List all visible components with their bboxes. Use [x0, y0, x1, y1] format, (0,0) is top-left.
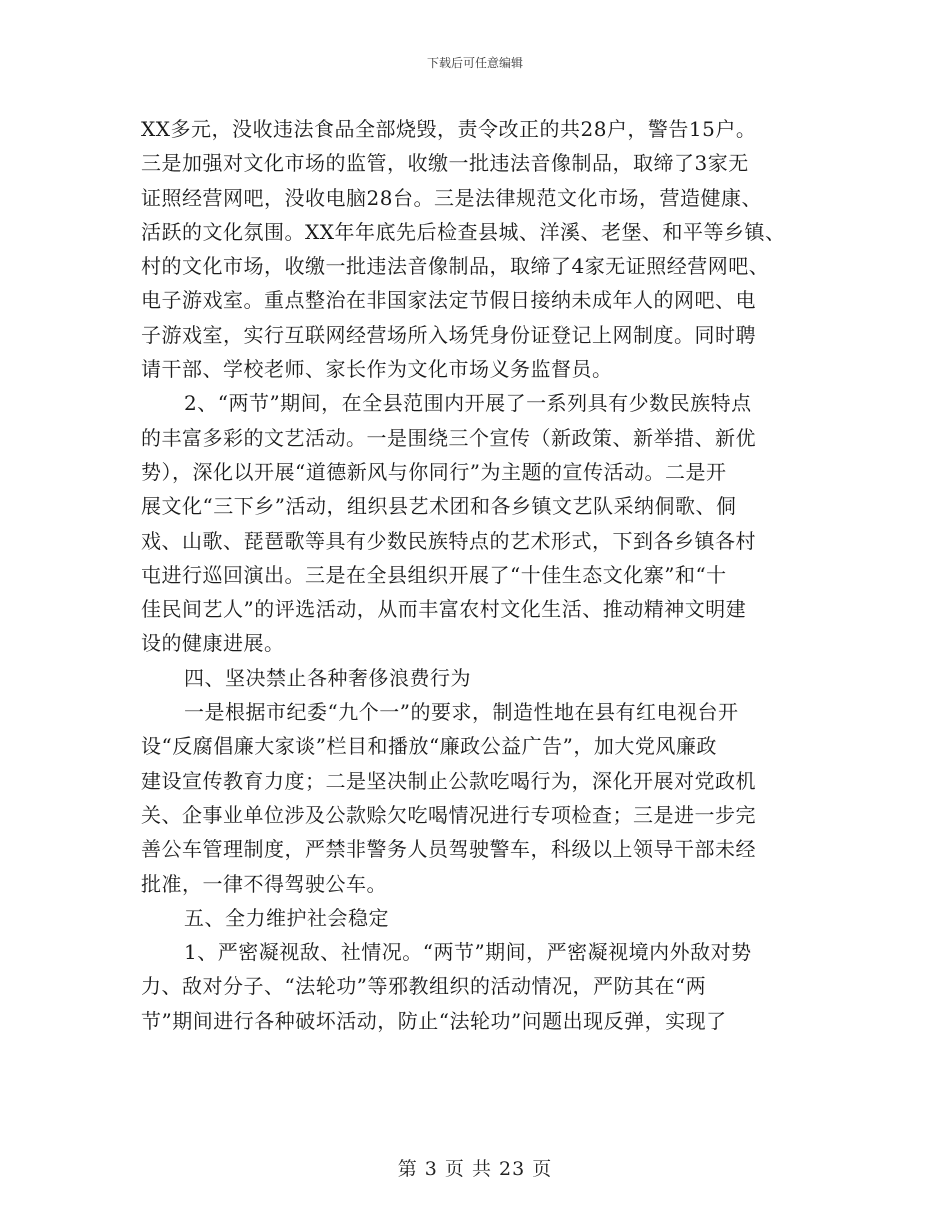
- body-line: 佳民间艺人”的评选活动，从而丰富农村文化生活、推动精神文明建: [141, 597, 747, 622]
- body-line: 活跃的文化氛围。XX年年底先后检查县城、洋溪、老堡、和平等乡镇、: [141, 219, 786, 244]
- body-line: 屯进行巡回演出。三是在全县组织开展了“十佳生态文化寨”和“十: [141, 562, 727, 587]
- body-line: 批准，一律不得驾驶公车。: [141, 871, 387, 896]
- body-line: 善公车管理制度，严禁非警务人员驾驶警车，科级以上领导干部未经: [141, 837, 756, 862]
- body-line: 展文化“三下乡”活动，组织县艺术团和各乡镇文艺队采纳侗歌、侗: [141, 494, 737, 519]
- body-line: 势），深化以开展“道德新风与你同行”为主题的宣传活动。二是开: [141, 459, 727, 484]
- page-number-footer: 第 3 页 共 23 页: [397, 1158, 553, 1180]
- body-line: 建设宣传教育力度；二是坚决制止公款吃喝行为，深化开展对党政机: [141, 768, 756, 793]
- body-line: 力、敌对分子、“法轮功”等邪教组织的活动情况，严防其在“两: [141, 974, 707, 999]
- body-line: 村的文化市场，收缴一批违法音像制品，取缔了4家无证照经营网吧、: [141, 254, 770, 279]
- page-header: 下载后可任意编辑: [426, 56, 523, 70]
- body-line: 节”期间进行各种破坏活动，防止“法轮功”问题出现反弹，实现了: [141, 1008, 727, 1033]
- paragraph-start-line: 一是根据市纪委“九个一”的要求，制造性地在县有红电视台开: [184, 700, 739, 725]
- body-line: 证照经营网吧，没收电脑28台。三是法律规范文化市场，营造健康、: [141, 185, 762, 210]
- body-line: XX多元，没收违法食品全部烧毁，责令改正的共28户，警告15户。: [141, 117, 757, 141]
- body-line: 的丰富多彩的文艺活动。一是围绕三个宣传（新政策、新举措、新优: [141, 425, 756, 450]
- body-line: 关、企事业单位涉及公款赊欠吃喝情况进行专项检查；三是进一步完: [141, 802, 756, 827]
- body-line: 设“反腐倡廉大家谈”栏目和播放“廉政公益广告”，加大党风廉政: [141, 734, 717, 759]
- body-line: 子游戏室，实行互联网经营场所入场凭身份证登记上网制度。同时聘: [141, 322, 756, 347]
- section-heading: 四、坚决禁止各种奢侈浪费行为: [184, 665, 471, 690]
- paragraph-start-line: 1、严密凝视敌、社情况。“两节”期间，严密凝视境内外敌对势: [184, 940, 752, 965]
- body-line: 请干部、学校老师、家长作为文化市场义务监督员。: [141, 357, 613, 382]
- paragraph-start-line: 2、“两节”期间，在全县范围内开展了一系列具有少数民族特点: [184, 391, 752, 416]
- body-line: 电子游戏室。重点整治在非国家法定节假日接纳未成年人的网吧、电: [141, 288, 756, 313]
- body-line: 设的健康进展。: [141, 631, 285, 656]
- body-line: 三是加强对文化市场的监管，收缴一批违法音像制品，取缔了3家无: [141, 151, 749, 176]
- section-heading: 五、全力维护社会稳定: [184, 905, 389, 930]
- body-line: 戏、山歌、琵琶歌等具有少数民族特点的艺术形式，下到各乡镇各村: [141, 528, 756, 553]
- document-body: [141, 112, 811, 1038]
